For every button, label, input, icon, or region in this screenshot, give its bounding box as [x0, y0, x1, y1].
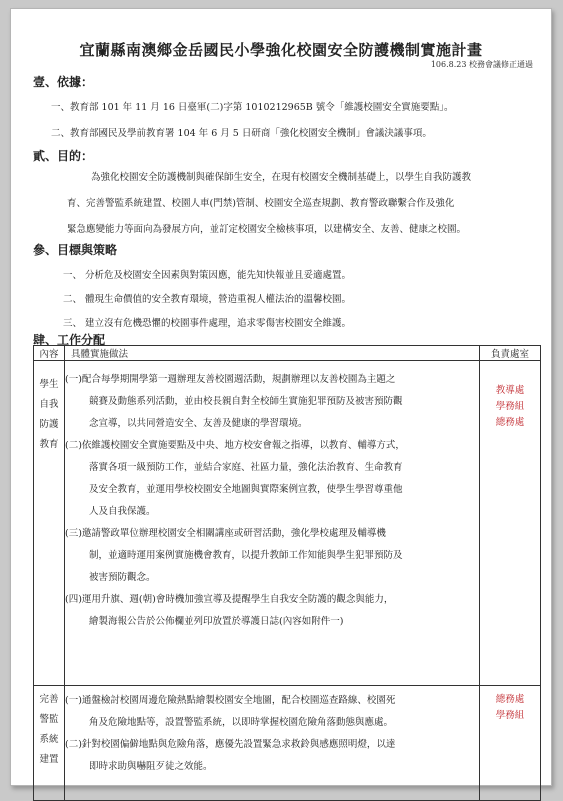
category-text: 教育	[39, 439, 59, 450]
unit-text: 學務組	[495, 401, 525, 412]
table-row	[34, 361, 541, 686]
category-text: 系統	[39, 734, 59, 745]
section-purpose-heading: 貳、目的：	[33, 149, 94, 163]
purpose-line-3: 緊急應變能力等面向為發展方向，並訂定校園安全檢核事項，以建構安全、友善、健康之校園。	[67, 224, 467, 235]
impl-line: (三)邀請警政單位辦理校園安全相關講座或研習活動，強化學校處理及輔導機	[65, 528, 386, 539]
category-text: 防護	[39, 419, 59, 430]
row-implementation	[65, 361, 480, 686]
impl-line: (一)配合每學期開學第一週辦理友善校園週活動，規劃辦理以友善校園為主題之	[65, 374, 396, 385]
row-implementation	[65, 686, 480, 801]
header-implementation: 具體實施做法	[65, 346, 480, 361]
impl-line: 角及危險地點等，設置警監系統，以即時掌握校園危險角落動態與應處。	[89, 717, 394, 728]
impl-line: 及安全教育，並運用學校校園安全地圖與實際案例宣教，使學生學習尊重他	[89, 484, 403, 495]
impl-line: 落實各項一級預防工作，並結合家庭、社區力量，強化法治教育、生命教育	[89, 462, 403, 473]
section-goals-heading: 參、目標與策略	[33, 243, 118, 257]
purpose-line-2: 育、完善警監系統建置、校園人車(門禁)管制、校園安全巡查規劃、教育警政聯繫合作及強化	[67, 198, 455, 209]
category-text: 建置	[39, 754, 59, 765]
goal-item-1: 一、 分析危及校園安全因素與對策因應，能先知快報並且妥適處置。	[63, 270, 352, 281]
impl-line: (四)運用升旗、週(朝)會時機加強宣導及提醒學生自我安全防護的觀念與能力，	[65, 594, 394, 605]
basis-item-1: 一、教育部 101 年 11 月 16 日臺軍(二)字第 1010212965B 號令「維護校園安全實施要點」。	[51, 102, 454, 113]
approval-note: 106.8.23 校務會議修正通過	[430, 60, 533, 69]
section-assignment-heading: 肆、工作分配	[33, 333, 106, 347]
impl-line: 制，並適時運用案例實施機會教育，以提升教師工作知能與學生犯罪預防及	[89, 550, 403, 561]
basis-item-2: 二、教育部國民及學前教育署 104 年 6 月 5 日研商「強化校園安全機制」會議決議事項。	[51, 128, 432, 139]
impl-line: (二)針對校園偏僻地點與危險角落，應優先設置緊急求救鈴與感應照明燈，以達	[65, 739, 396, 750]
assignment-table	[33, 345, 541, 801]
row-category	[34, 361, 65, 686]
impl-line: 即時求助與嚇阻歹徒之效能。	[89, 761, 213, 772]
table-header-row	[34, 346, 541, 361]
category-text: 警監	[39, 714, 59, 725]
impl-line: (一)通盤檢討校園周邊危險熱點繪製校園安全地圖，配合校園巡查路線、校園死	[65, 695, 396, 706]
unit-text: 學務組	[495, 710, 525, 721]
document-title: 宜蘭縣南澳鄉金岳國民小學強化校園安全防護機制實施計畫	[79, 41, 483, 59]
goal-item-2: 二、 體現生命價值的安全教育環境，營造重視人權法治的溫馨校園。	[63, 294, 352, 305]
row-category	[34, 686, 65, 801]
header-content: 內容	[34, 346, 65, 361]
category-text: 自我	[39, 399, 59, 410]
table-row	[34, 686, 541, 801]
category-text: 完善	[39, 694, 59, 705]
purpose-line-1: 為強化校園安全防護機制與確保師生安全，在現有校園安全機制基礎上，以學生自我防護教	[91, 172, 472, 183]
impl-line: 競賽及動態系列活動，並由校長親自對全校師生實施犯罪預防及被害預防觀	[89, 396, 403, 407]
row-responsible-units	[480, 686, 541, 801]
unit-text: 總務處	[495, 417, 525, 428]
category-text: 學生	[39, 379, 59, 390]
impl-line: 人及自我保護。	[89, 506, 156, 517]
impl-line: 念宣導，以共同營造安全、友善及健康的學習環境。	[89, 418, 308, 429]
impl-line: (二)依維護校園安全實施要點及中央、地方校安會報之指導，以教育、輔導方式，	[65, 440, 405, 451]
section-basis-heading: 壹、依據：	[33, 75, 94, 89]
impl-line: 繪製海報公告於公佈欄並列印放置於導護日誌(內容如附件一)	[89, 616, 344, 627]
unit-text: 教導處	[495, 385, 525, 396]
row-responsible-units	[480, 361, 541, 686]
goal-item-3: 三、 建立沒有危機恐懼的校園事件處理，追求零傷害校園安全維護。	[63, 318, 352, 329]
document-page	[10, 8, 552, 786]
header-responsible-office: 負責處室	[480, 346, 541, 361]
impl-line: 被害預防觀念。	[89, 572, 156, 583]
unit-text: 總務處	[495, 694, 525, 705]
